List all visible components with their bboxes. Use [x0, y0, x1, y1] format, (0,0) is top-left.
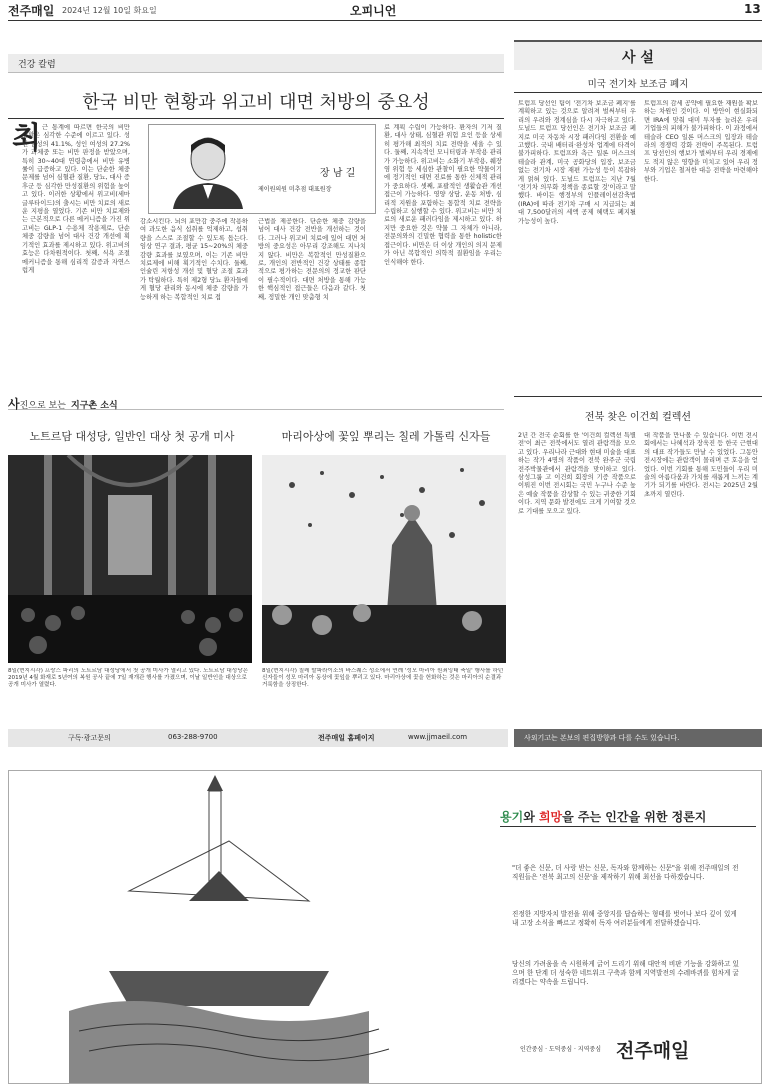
ad-headline-part2: 을 주는 인간을 위한 정론지 — [562, 810, 707, 824]
column-text-col4: 료 계획 수립이 가능하다. 환자의 기저 질환, 대사 상태, 심혈관 위험 요인 등을 상세히 평가해 최적의 치료 전략을 세울 수 있다. 둘째, 지속적인 모니터링과 부작용 관리가 가능하다. 위고비는 소화기 부작용, 췌장염 위험 등 세심한 관찰이 필요한 약물이기에 정기적인 대면 진료를 통한 신체적 관리가 중요하다. 셋째, 포괄적인 생활습관 개선 접근이 가능하다. 영양 상담, 운동 처방, 심리적 지원을 포함하는 통합적 치료 전략을 수립하고 실행할 수 있다. 위고비는 비만 치료의 새로운 패러다임을 제시하고 있다. 하지만 중요한 것은 약물 그 자체가 아니라, 전문의와의 긴밀한 협력을 통한 holistic한 접근이다. 비만은 더 이상 개인의 의지 문제가 아닌 복합적인 의학적 질환임을 우리는 인식해야 한다. — [384, 124, 502, 266]
author-role: 제이원의원 미추점 대표원장 — [258, 186, 332, 193]
column-headline: 한국 비만 현황과 위고비 대면 처방의 중요성 — [82, 92, 430, 113]
homepage-url[interactable]: www.jjmaeil.com — [408, 733, 468, 741]
issue-date: 2024년 12월 10일 화요일 — [62, 6, 157, 15]
ad-slogan: 인간중심 · 도덕중심 · 지역중심 — [520, 1046, 601, 1053]
photo1-title: 노트르담 대성당, 일반인 대상 첫 공개 미사 — [29, 430, 235, 443]
ship-tower-illustration — [9, 771, 489, 1083]
ad-headline — [500, 808, 706, 825]
photo-news-title: 진으로 보는 — [19, 401, 66, 411]
subscription-phone: 063-288-9700 — [168, 733, 218, 741]
ad-headline-hope: 희망 — [538, 810, 563, 824]
column-text-col1: 근 통계에 따르면 한국의 비만 상황은 심각한 수준에 이르고 있다. 성인 남성의 41.1%, 성인 여성의 27.2%가 과체중 또는 비만 판정을 받았으며, 특히 30~40대 연령층에서 비만 유병률이 급증하고 있다. 이는 단순한 체중 문제를 넘어 심혈관 질환, 당뇨, 대사 증후군 등 심각한 만성질환의 위험을 높이고 있다. 이러한 상황에서 위고비(세마글루타이드)의 출시는 비만 치료의 새로운 지평을 열었다. 기존 비만 치료제와는 근본적으로 다른 메커니즘을 가진 위고비는 GLP-1 수용체 작용제로, 단순 체중 감량을 넘어 대사 건강 개선에 획기적인 효과를 제시하고 있다. 위고비의 효능은 다차원적이다. 첫째, 식욕 조절 메커니즘을 통해 심리적 갈증과 자연스럽게 — [22, 124, 130, 274]
author-name: 장 남 길 — [320, 168, 356, 179]
editorial2-title: 전북 찾은 이건희 컬렉션 — [584, 412, 692, 423]
editorial1-col1: 트럼프 당선인 팀이 '전기차 보조금 폐지'를 계획하고 있는 것으로 알려져 벌써부터 우리의 우려와 경계심을 다시 자극하고 있다. 도널드 트럼프 당선인은 전기차 보조금 폐지로 미국 자동차 시장 패러다임 전환을 예고했다. 국내 배터리·완성차 업계에 타격이 불가피하다. 트럼프와 측근 일론 머스크의 테슬라 관계, 미국 공화당의 입장, 보조금 없는 전기차 시장 재편 가능성 등이 복잡하게 얽혀 있다. 도널드 트럼프는 지난 7월 '전기차 의무화 정책을 종료할 것'이라고 말했다. 바이든 행정부의 인플레이션감축법(IRA)에 따라 전기차 구매 시 지급되는 최대 7,500달러의 세액 공제 혜택도 폐지될 가능성이 높다. — [518, 100, 636, 225]
editorial1-rule — [514, 92, 762, 93]
column-kicker-label: 건강 칼럼 — [18, 60, 56, 70]
contribution-notice: 사외기고는 본보의 편집방향과 다를 수도 있습니다. — [524, 734, 680, 742]
ad-headline-courage: 용기 — [500, 810, 524, 824]
photo2-title: 마리아상에 꽃잎 뿌리는 칠레 가톨릭 신자들 — [281, 430, 491, 443]
ad-paragraph-1: "더 좋은 신문, 더 사랑 받는 신문, 독자와 함께하는 신문"을 위해 전주매일의 전 직원들은 '전북 최고의 신문'을 제작하기 위해 최선을 다하겠습니다. — [512, 864, 739, 881]
editorial2-col1: 2년 간 전국 순회를 한 '이건희 컬렉션 특별전'이 최근 전북에서도 열려 관람객을 모으고 있다. 우리나라 근대와 현대 미술을 대표하는 작가 4명의 작품이 전북 완주군 국립전주박물관에서 관람객을 맞이하고 있다. 삼성그룹 고 이건희 회장의 기증 작품으로 이뤄진 이번 전시회는 국민 누구나 수준 높은 예술 작품을 감상할 수 있는 귀중한 기회이다. 지역 문화 발전에도 크게 기여할 것으로 기대를 모으고 있다. — [518, 432, 636, 515]
ad-headline-part1: 와 — [523, 810, 539, 824]
photo-news-header — [8, 393, 504, 410]
editorial1-col2: 트럼프의 감세 공약에 필요한 재원을 확보하는 차원인 것이다. 이 방안이 현실화되면 IRA에 맞춰 대미 투자를 늘려온 우리 기업들의 피해가 불가피하다. 이 과정에서 테슬라 CEO 일론 머스크의 입장과 테슬라의 경쟁력 강화 전략이 주목된다. 트럼프 당선인의 행보가 벌써부터 우리 경제에도 적지 않은 영향을 미치고 있어 우리 정부와 기업은 철저한 대응 전략을 마련해야 한다. — [644, 100, 758, 183]
photo1-caption: 8일(현지시각) 프랑스 파리의 노트르담 대성당에서 첫 공개 미사가 열리고 있다. 노트르담 대성당은 2019년 4월 화재로 5년여의 복원 공사 끝에 7일 재개관 행사를 가졌으며, 이날 일반인을 대상으로 공개 미사가 열렸다. — [8, 668, 249, 689]
author-portrait — [163, 129, 253, 209]
editorial-label: 사 설 — [622, 50, 654, 66]
photo-notre-dame — [8, 455, 252, 663]
photo2-caption: 8일(현지시각) 칠레 발파라이소의 바스퀘스 성소에서 연례 '성모 마리아 원죄잉태 축일' 행사를 하던 신자들이 성모 마리아 동상에 꽃잎을 뿌리고 있다. 마리아상에 꽃을 헌화하는 것은 마리아의 순결과 거룩함을 상징한다. — [262, 668, 504, 689]
ad-logo: 전주매일 — [616, 1040, 690, 1062]
ad-rule — [500, 826, 756, 827]
editorial1-title: 미국 전기차 보조금 폐지 — [587, 79, 689, 90]
page-number: 13 — [744, 2, 761, 16]
dropcap: 최 — [12, 121, 41, 156]
headline-rule — [8, 118, 504, 119]
photo-news-initial: 사 — [8, 397, 20, 411]
footer-bar — [8, 729, 508, 747]
notice-bar — [514, 729, 762, 747]
section-title: 오피니언 — [350, 4, 397, 18]
chile-procession-image — [262, 455, 506, 663]
editorial2-col2: 대 작품을 만나볼 수 있습니다. 이번 전시회에서는 나혜석과 장욱진 등 한국 근현대의 대표 작가들도 만날 수 있었다. 그동안 전시장에는 관람객이 몰리며 큰 호응을 얻었다. 이번 기회를 통해 도민들이 우리 미술의 아름다움과 가치를 새롭게 느끼는 계기가 되기를 바란다. 전시는 2025년 2월 초까지 열린다. — [644, 432, 758, 498]
column-text-col3: 근법을 제공한다. 단순한 체중 감량을 넘어 대사 건강 전반을 개선하는 것이다. 그러나 위고비 치료에 있어 대면 처방의 중요성은 아무리 강조해도 지나치지 않다. 비만은 복합적인 만성질환으로, 개인의 전반적인 건강 상태를 종합적으로 평가하는 전문의의 정교한 판단이 필수적이다. 대면 처방을 통해 가능한 핵심적인 접근들은 다음과 같다. 첫째, 정밀한 개인 맞춤형 치 — [258, 218, 366, 301]
header-rule — [8, 20, 762, 21]
editorial-divider — [514, 396, 762, 397]
masthead-paper-name: 전주매일 — [8, 4, 55, 18]
photo-news-subtitle: 지구촌 소식 — [71, 401, 118, 411]
homepage-label: 전주매일 홈페이지 — [318, 734, 375, 742]
subscription-label: 구독·광고문의 — [68, 734, 111, 742]
ad-paragraph-3: 당신의 가려움을 속 시원하게 긁어 드리기 위해 대안적 비판 기능을 강화하고 있으며 한 단계 더 성숙한 네트워크 구축과 함께 지역발전의 수레바퀴를 힘차게 굴리겠다는 약속을 드립니다. — [512, 960, 739, 986]
ad-paragraph-2: 진정한 지방자치 발전을 위해 중앙지를 답습하는 형태를 벗어나 보다 깊이 있게 내 고장 소식을 빠르고 정확히 독자 여러분들에게 전달하겠습니다. — [512, 910, 737, 927]
column-text-col2: 감소시킨다. 뇌의 포만감 중추에 작용하여 과도한 음식 섭취를 억제하고, 섭취량을 스스로 조절할 수 있도록 돕는다. 임상 연구 결과, 평균 15~20%의 체중 감량 효과를 보였으며, 이는 기존 비만 치료제에 비해 획기적인 수치다. 둘째, 인슐린 저항성 개선 및 혈당 조절 효과가 탁월하다. 특히 제2형 당뇨 환자들에게 혈당 관리와 동시에 체중 감량을 가능하게 하는 복합적인 치료 접 — [140, 218, 248, 301]
column-kicker — [8, 54, 504, 73]
notre-dame-image — [8, 455, 252, 663]
editorial-label-bar — [514, 40, 762, 70]
photo-chile — [262, 455, 506, 663]
